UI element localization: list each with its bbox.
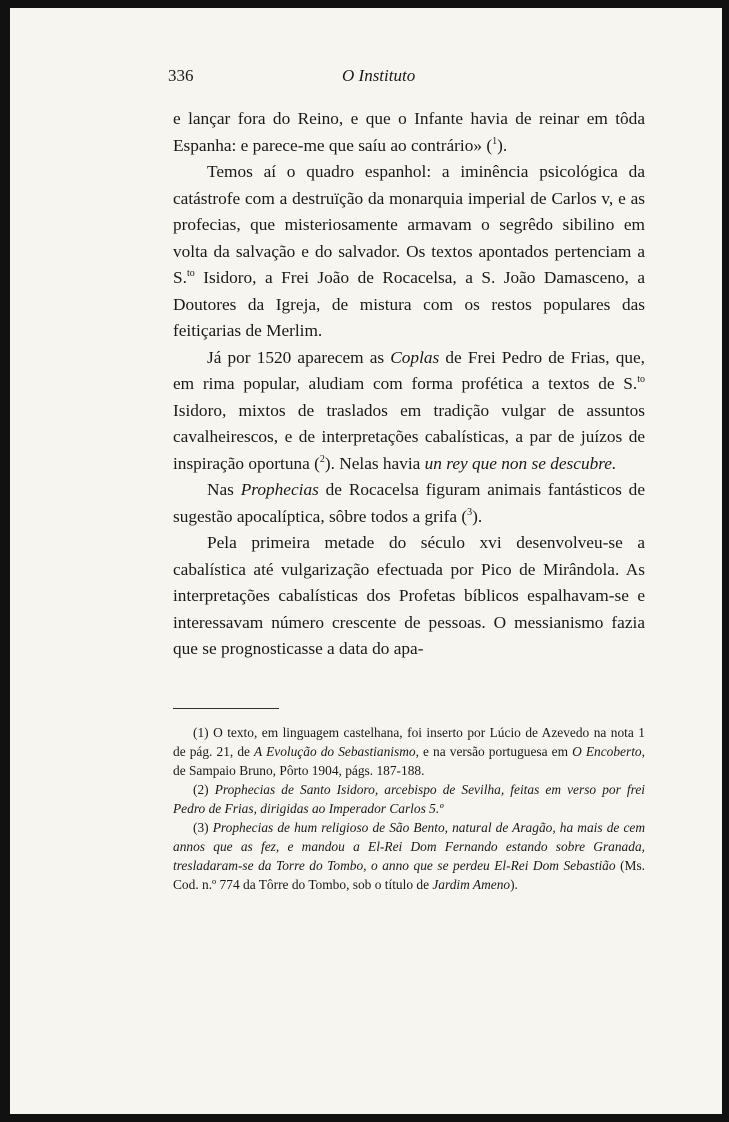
paragraph-5-text: Pela primeira metade do século xvi desenvolveu-se a cabalística até vulgarização efectuada por Pico de Mirândola. As interpretações cabalísticas dos Profetas bíblicos espalhavam-se e interessavam número crescente de pessoas. O messianismo fazia que se prognosticasse a data do apa- [173, 533, 645, 658]
footnote-2-text: Prophecias de Santo Isidoro, arcebispo de Sevilha, feitas em verso por frei Pedro de Frias, dirigidas ao Imperador Carlos 5.º [173, 782, 645, 816]
paragraph-1 [173, 106, 645, 159]
prophecias-title: Prophecias [240, 480, 319, 499]
superscript-to-2: to [637, 374, 645, 386]
footnote-ref-1: 1 [492, 135, 498, 147]
superscript-to: to [186, 268, 195, 280]
paragraph-4-text-c: ). [472, 506, 483, 526]
footnote-2 [173, 780, 645, 818]
paragraph-3-text-d: ). Nelas havia [324, 453, 425, 473]
footnote-1 [173, 723, 645, 780]
paragraph-4 [173, 477, 645, 530]
footnote-1-book-title: A Evolução do Sebastianismo [254, 744, 416, 759]
footnote-ref-2: 2 [319, 453, 325, 465]
paragraph-3-text-a: Já por 1520 aparecem as [207, 347, 391, 367]
body-text [173, 106, 645, 663]
page-header [10, 60, 722, 90]
paragraph-5 [173, 530, 645, 663]
page-number: 336 [168, 66, 194, 85]
footnote-1-text-b: , e na versão portuguesa em [415, 744, 573, 759]
paragraph-3-text-c: Isidoro, mixtos de traslados em tradição vulgar de assuntos cavalheirescos, e de interpretações cabalísticas, a par de juízos de inspiração oportuna ( [173, 400, 645, 473]
footnote-separator [173, 708, 279, 709]
footnote-ref-3: 3 [467, 506, 473, 518]
footnote-3 [173, 818, 645, 894]
footnote-3-text-b: (Ms. Cod. n.º 774 da Tôrre do Tombo, sob o título de [173, 858, 645, 892]
footnote-1-mark: (1) [193, 725, 209, 740]
paragraph-3 [173, 345, 645, 478]
paragraph-1-text: e lançar fora do Reino, e que o Infante havia de reinar em tôda Espanha: e parece-me que saíu ao contrário» ( [173, 109, 645, 155]
book-page [10, 8, 722, 1114]
paragraph-4-text-b: de Rocacelsa figuram animais fantásticos de sugestão apocalíptica, sôbre todos a grifa ( [173, 480, 645, 526]
footnote-3-text: Prophecias de hum religioso de São Bento, natural de Aragão, ha mais de cem annos que as fez, e mandou a El-Rei Dom Fernando estando sobre Granada, tresladaram-se da Torre do Tombo, o anno que se perdeu El-Rei Dom Sebastião [173, 820, 645, 873]
footnote-3-jardim-ameno: Jardim Ameno [432, 877, 511, 892]
paragraph-4-text-a: Nas [207, 480, 241, 499]
paragraph-2-text-b: Isidoro, a Frei João de Rocacelsa, a S. João Damasceno, a Doutores da Igreja, de mistura com os restos populares das feitiçarias de Merlim. [173, 268, 645, 340]
footnote-1-encoberto: O Encoberto [572, 744, 642, 759]
paragraph-2-text: Temos aí o quadro espanhol: a iminência psicológica da catástrofe com a destruïção da monarquia imperial de Carlos v, e as profecias, que misteriosamente armavam o segrêdo sibilino em volta da salvação e do salvador. Os textos apontados pertenciam a S. [173, 162, 645, 287]
paragraph-3-text-b: de Frei Pedro de Frias, que, em rima popular, aludiam com forma profética a textos de S. [173, 347, 645, 393]
coplas-title: Coplas [390, 347, 440, 367]
spanish-quote: un rey que non se descubre. [424, 453, 617, 473]
footnote-1-text-c: , de Sampaio Bruno, Pôrto 1904, págs. 187-188. [173, 744, 645, 778]
footnotes [173, 723, 645, 894]
footnote-1-text-a: O texto, em linguagem castelhana, foi inserto por Lúcio de Azevedo na nota 1 de pág. 21, de [173, 725, 645, 759]
footnote-3-mark: (3) [193, 820, 209, 835]
paragraph-1-end: ). [497, 135, 508, 155]
running-title: O Instituto [342, 66, 416, 85]
footnote-2-mark: (2) [193, 782, 209, 797]
paragraph-2 [173, 159, 645, 345]
footnote-3-text-c: ). [510, 877, 518, 892]
